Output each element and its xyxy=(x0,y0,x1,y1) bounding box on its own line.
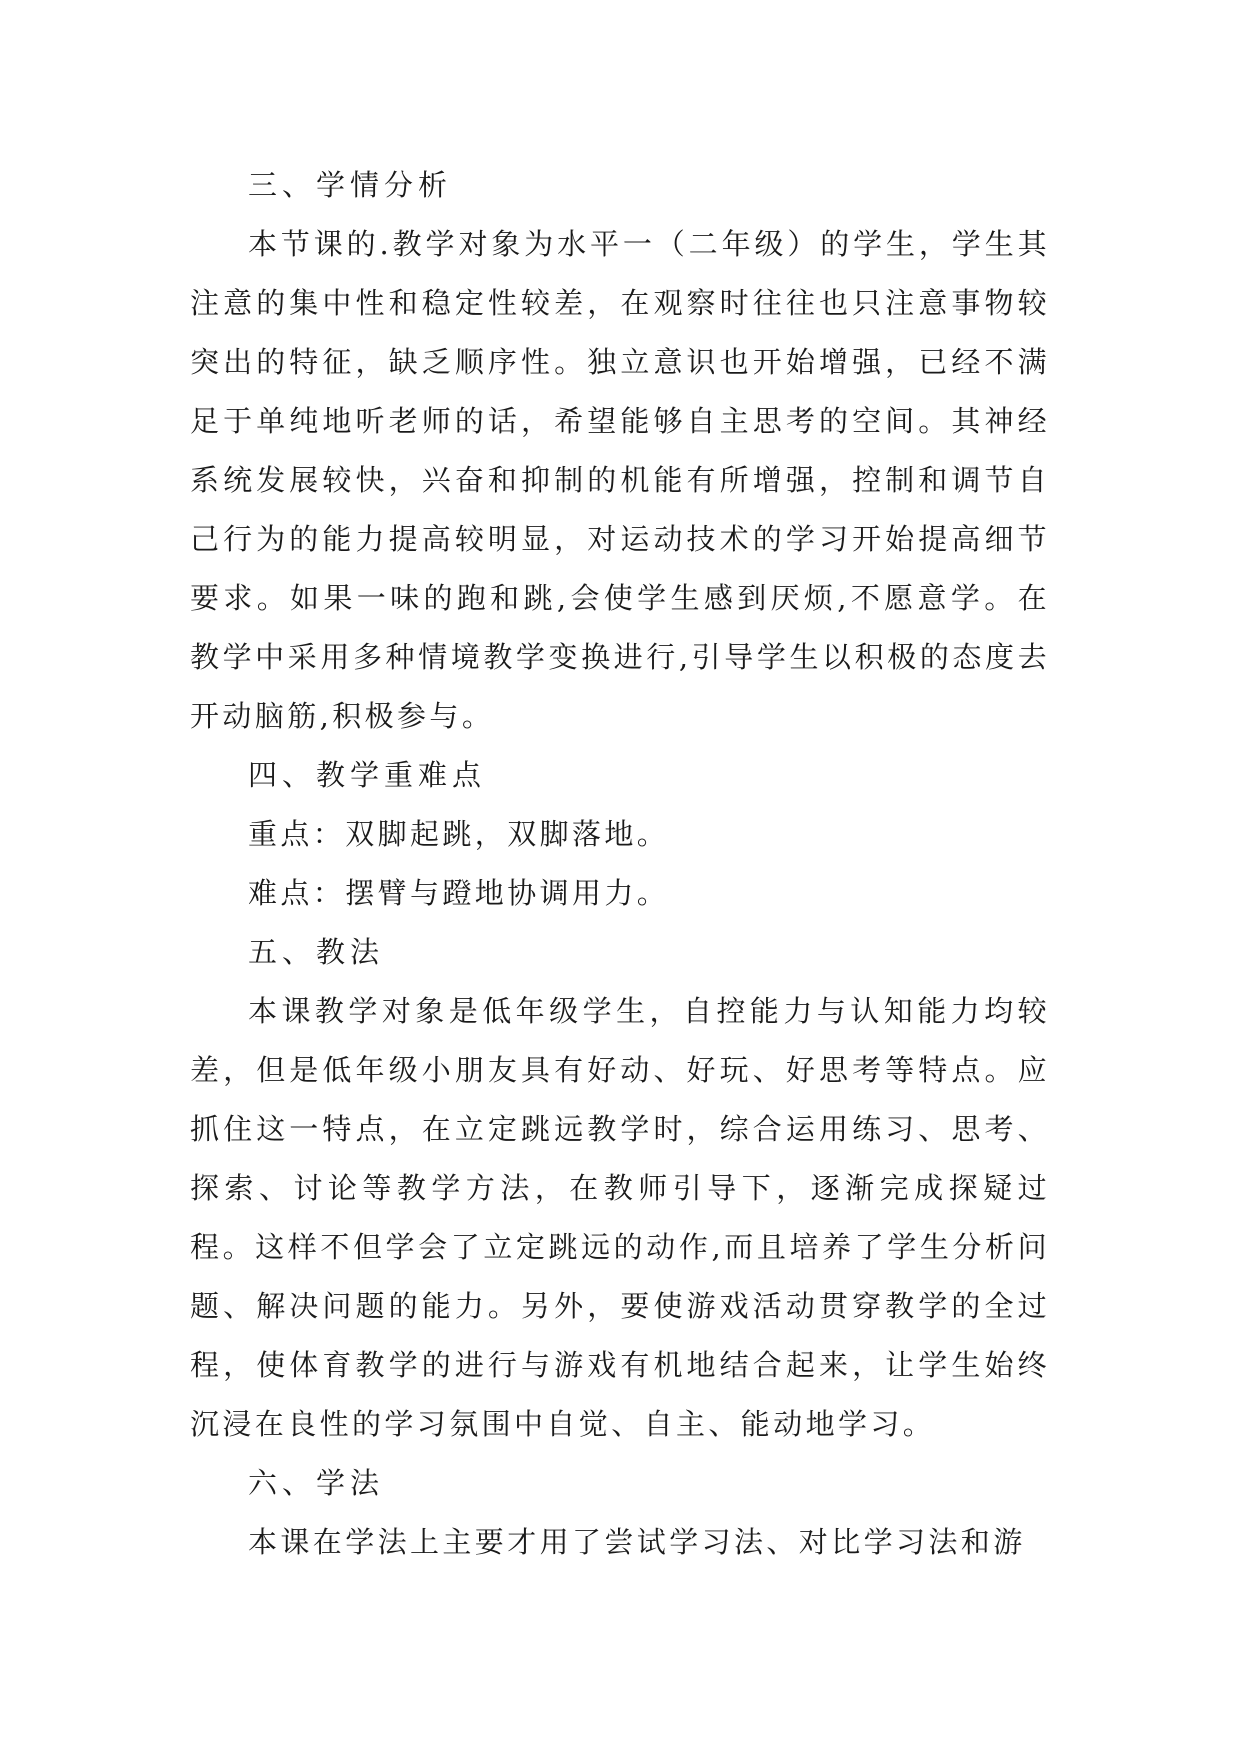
section-heading-learning-method: 六、学法 xyxy=(248,1466,385,1500)
paragraph-key-point: 重点：双脚起跳，双脚落地。 xyxy=(248,817,670,851)
document-body xyxy=(190,156,1050,1572)
section-heading-teaching-method: 五、教法 xyxy=(248,935,385,969)
paragraph-student-analysis: 本节课的.教学对象为水平一（二年级）的学生，学生其注意的集中性和稳定性较差，在观察时往往也只注意事物较突出的特征，缺乏顺序性。独立意识也开始增强，已经不满足于单纯地听老师的话，希望能够自主思考的空间。其神经系统发展较快，兴奋和抑制的机能有所增强，控制和调节自己行为的能力提高较明显，对运动技术的学习开始提高细节要求。如果一味的跑和跳,会使学生感到厌烦,不愿意学。在教学中采用多种情境教学变换进行,引导学生以积极的态度去开动脑筋,积极参与。 xyxy=(190,227,1050,733)
section-heading-key-difficult-points: 四、教学重难点 xyxy=(248,758,487,792)
paragraph-learning-method: 本课在学法上主要才用了尝试学习法、对比学习法和游 xyxy=(248,1525,1026,1559)
paragraph-difficult-point: 难点：摆臂与蹬地协调用力。 xyxy=(248,876,670,910)
paragraph-teaching-method: 本课教学对象是低年级学生，自控能力与认知能力均较差，但是低年级小朋友具有好动、好玩、好思考等特点。应抓住这一特点，在立定跳远教学时，综合运用练习、思考、探索、讨论等教学方法，在教师引导下，逐渐完成探疑过程。这样不但学会了立定跳远的动作,而且培养了学生分析问题、解决问题的能力。另外，要使游戏活动贯穿教学的全过程，使体育教学的进行与游戏有机地结合起来，让学生始终沉浸在良性的学习氛围中自觉、自主、能动地学习。 xyxy=(190,994,1050,1441)
section-heading-student-analysis: 三、学情分析 xyxy=(248,168,453,202)
